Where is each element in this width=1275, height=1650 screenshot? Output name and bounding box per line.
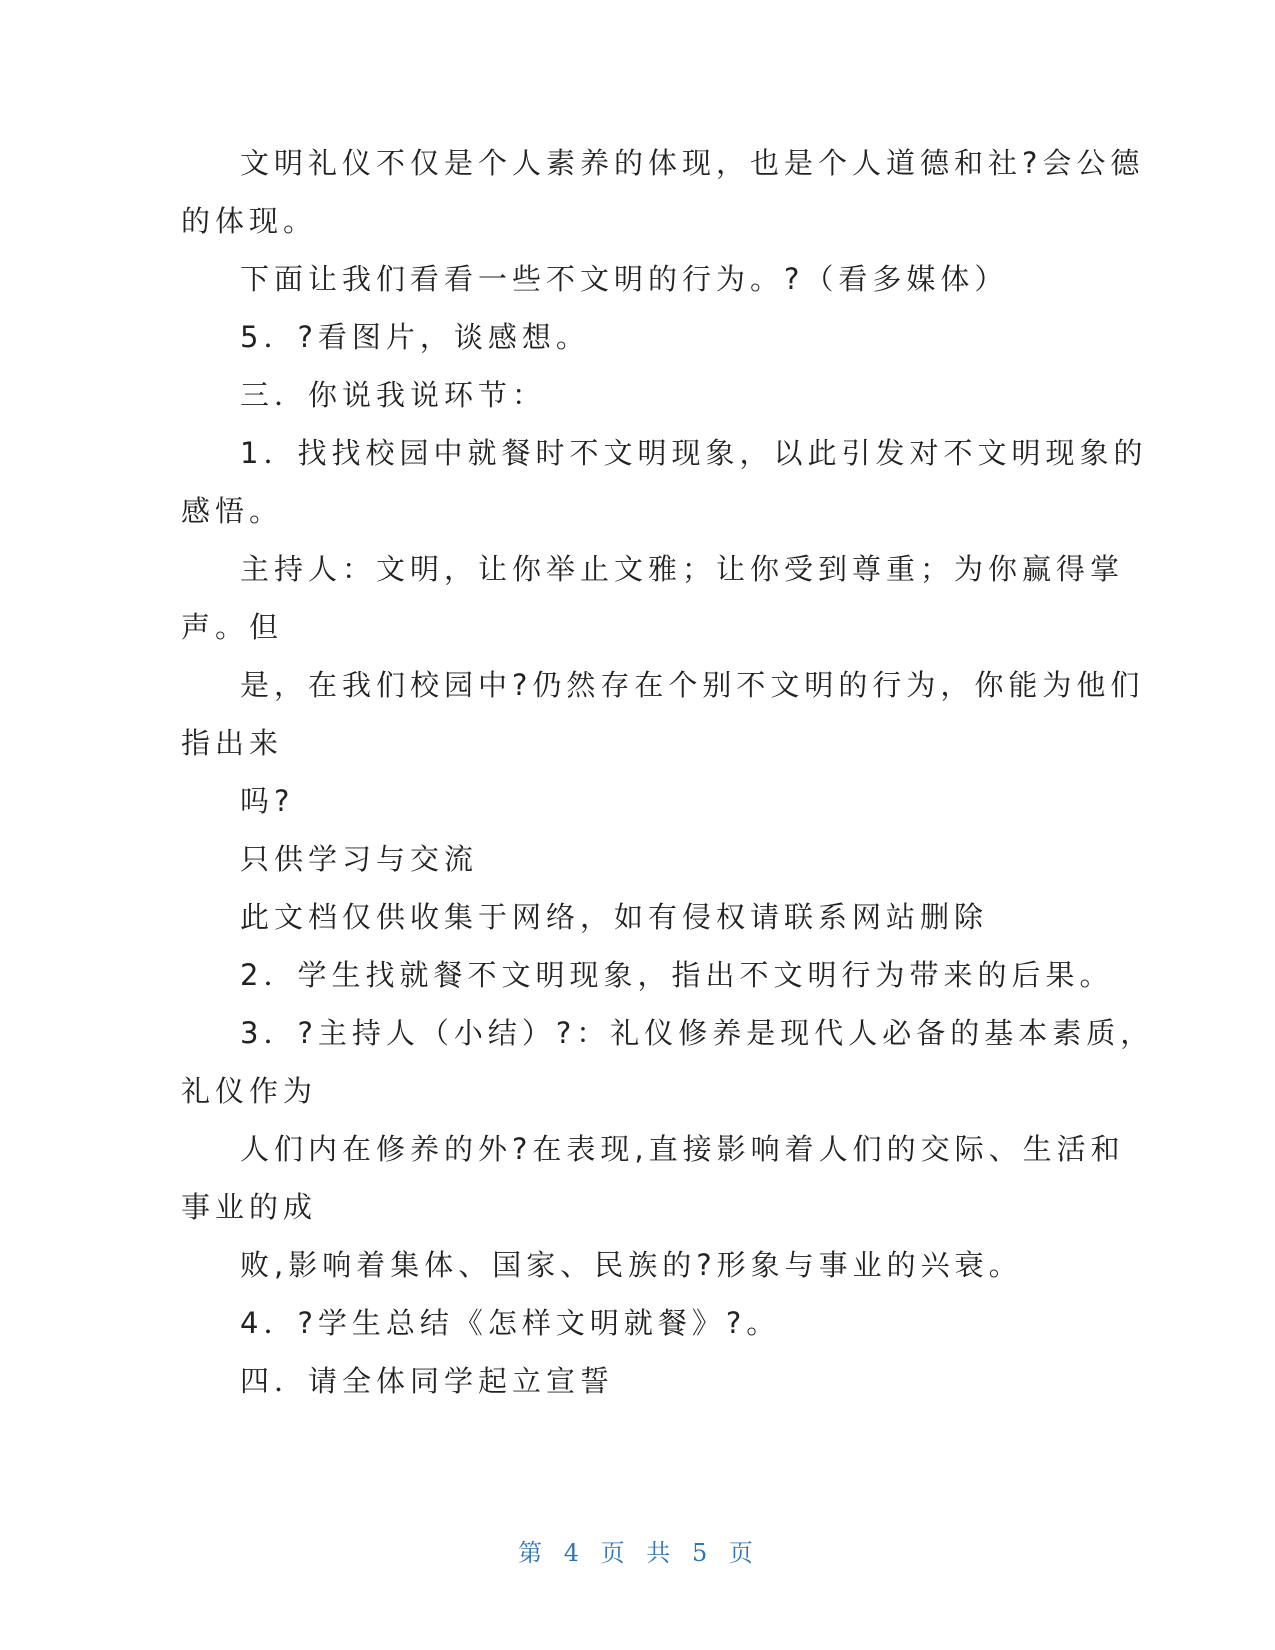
paragraph-line: 下面让我们看看一些不文明的行为。?（看多媒体） [240, 262, 1009, 296]
page-number-footer: 第 4 页 共 5 页 [518, 1539, 757, 1567]
paragraph-line: 是，在我们校园中?仍然存在个别不文明的行为，你能为他们 [240, 668, 1145, 702]
watermark-note: 只供学习与交流 [240, 842, 479, 876]
paragraph-line: 声。但 [181, 610, 284, 644]
paragraph-line: 事业的成 [181, 1190, 318, 1224]
section-heading: 三．你说我说环节： [240, 378, 547, 412]
paragraph-line: 吗? [240, 784, 295, 818]
paragraph-line: 2．学生找就餐不文明现象，指出不文明行为带来的后果。 [240, 958, 1114, 992]
paragraph-line: 败,影响着集体、国家、民族的?形象与事业的兴衰。 [240, 1248, 1023, 1282]
paragraph-line: 3．?主持人（小结）?：礼仪修养是现代人必备的基本素质， [240, 1016, 1155, 1050]
paragraph-line: 4．?学生总结《怎样文明就餐》?。 [240, 1306, 781, 1340]
paragraph-line: 文明礼仪不仅是个人素养的体现，也是个人道德和社?会公德 [240, 146, 1145, 180]
paragraph-line: 人们内在修养的外?在表现,直接影响着人们的交际、生活和 [240, 1132, 1125, 1166]
paragraph-line: 的体现。 [181, 204, 318, 238]
section-heading: 四．请全体同学起立宣誓 [240, 1364, 615, 1398]
paragraph-line: 指出来 [181, 726, 284, 760]
watermark-note: 此文档仅供收集于网络，如有侵权请联系网站删除 [240, 900, 989, 934]
paragraph-line: 主持人：文明，让你举止文雅；让你受到尊重；为你赢得掌 [240, 552, 1125, 586]
paragraph-line: 感悟。 [181, 494, 284, 528]
paragraph-line: 1．找找校园中就餐时不文明现象，以此引发对不文明现象的 [240, 436, 1148, 470]
paragraph-line: 5．?看图片，谈感想。 [240, 320, 590, 354]
paragraph-line: 礼仪作为 [181, 1074, 318, 1108]
